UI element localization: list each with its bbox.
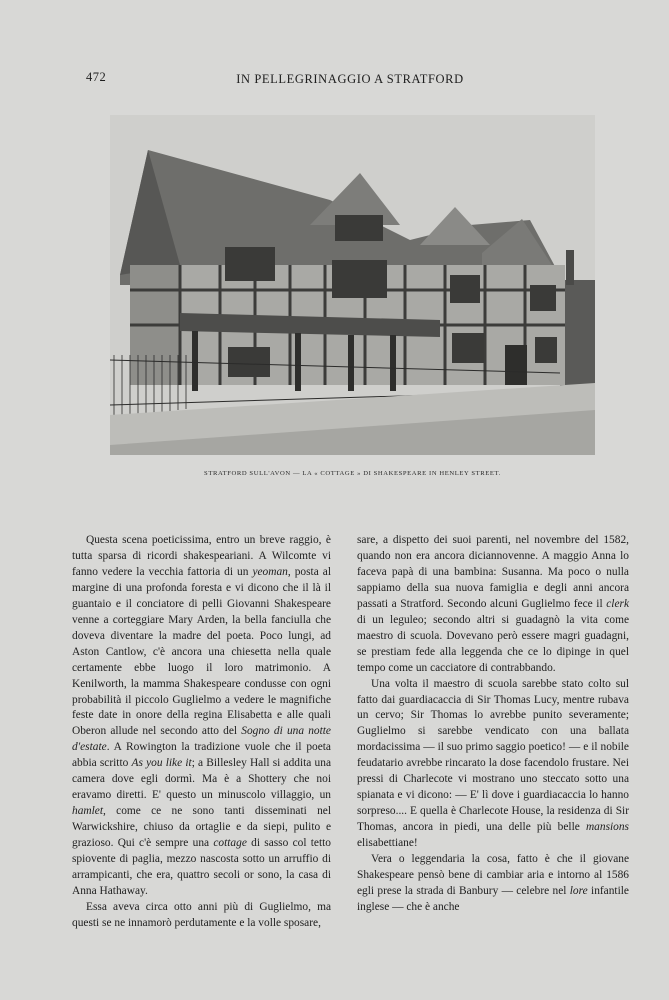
text-run: di un leguleo; secondo altri si guadagnò la vita come maestro di scuola. Dovevano però essere magri guadagni, se prestiam fede alla leggenda che ce lo dipinge in quel tempo come un cacciatore di contrabbando.: [357, 613, 629, 674]
italic-text: lore: [569, 884, 588, 897]
text-run: , posta al margine di una profonda foresta e vi dicono che il là il guantaio e il conciatore di pelli Giovanni Shakespeare venne a corteggiare Mary Arden, la bella fanciulla che doveva diventare la madre del poeta. Poco lungi, ad Aston Cantlow, c'è ancora una chiesetta nella quale certamente ebbe luogo il loro matrimonio. A Kenilworth, la mamma Shakespeare condusse con ogni probabilità il piccolo Guglielmo a vedere le magnifiche feste date in onore della regina Elisabetta e alle quali Oberon allude nel secondo atto del: [72, 565, 331, 738]
left-column: [72, 533, 331, 932]
paragraph: [357, 677, 629, 852]
text-run: di sasso col tetto spiovente di paglia, mezzo nascosta sotto un arruffio di arrampicanti, che era, quattro secoli or sono, la casa di Anna Hathaway.: [72, 837, 331, 897]
italic-text: hamlet: [72, 805, 104, 818]
italic-text: Sogno di una notte d'estate: [72, 725, 331, 754]
text-run: sare, a dispetto dei suoi parenti, nel novembre del 1582, quando non era ancora diciannovenne. A maggio Anna lo faceva papà di una bambina: Susanna. Ma poco o nulla sappiamo della sua nuova famiglia e degli anni ancora passati a Stratford. Secondo alcuni Guglielmo fece il: [357, 534, 629, 610]
paragraph: [357, 533, 629, 677]
paragraph: [72, 900, 331, 932]
text-run: Essa aveva circa otto anni più di Guglielmo, ma questi se ne innamorò perdutamente e la volle sposare,: [72, 900, 331, 929]
italic-text: clerk: [606, 597, 629, 610]
text-run: Vera o leggendaria la cosa, fatto è che il giovane Shakespeare pensò bene di cambiar aria e intorno al 1586 egli prese la strada di Banbury — celebre nel: [357, 853, 629, 897]
italic-text: As you like it: [131, 757, 192, 770]
italic-text: mansions: [585, 821, 629, 834]
right-column: [357, 533, 629, 916]
italic-text: yeoman: [252, 565, 288, 578]
text-run: . A Rowington la tradizione vuole che il poeta abbia scritto: [72, 741, 331, 770]
text-run: ; a Billesley Hall si addita una camera dove egli dormì. Ma è a Shottery che noi eravamo diretti. E' questo un minuscolo villaggio, un: [72, 757, 331, 802]
paragraph: [72, 533, 331, 900]
text-run: infantile inglese — che è anche: [357, 884, 629, 913]
text-run: Una volta il maestro di scuola sarebbe stato colto sul fatto dai guardiacaccia di Sir Thomas Lucy, mentre rubava un cervo; Sir Thomas lo avrebbe punito severamente; Guglielmo si sarebbe vendicato con una ballata mordacissima — il suo primo saggio poetico! — e il nobile feudatario avrebbe rincarato la dose facendolo frustare. Nei pressi di Charlecote vi mostrano uno steccato sotto una spianata e vi dicono: — E' lì dove i guardiacaccia lo hanno sorpreso.... E quella è Charlecote House, la residenza di Sir Thomas, ancora in piedi, una delle più belle: [357, 677, 629, 834]
text-run: Questa scena poeticissima, entro un breve raggio, è tutta sparsa di ricordi shakespeariani. A Wilcomte vi fanno vedere la vecchia fattoria di un: [72, 534, 331, 578]
page-number: 472: [86, 70, 107, 84]
running-head: IN PELLEGRINAGGIO A STRATFORD: [236, 72, 464, 86]
paragraph: [357, 852, 629, 916]
figure-caption: STRATFORD SULL'AVON — LA « COTTAGE » DI SHAKESPEARE IN HENLEY STREET.: [204, 470, 501, 477]
text-run: elisabettiane!: [357, 837, 418, 850]
photo-shakespeare-cottage: [110, 115, 595, 455]
italic-text: cottage: [213, 837, 247, 850]
text-run: , come ce ne sono tanti disseminati nel Warwickshire, chiuso da ortaglie e da siepi, pulito e grazioso. Qui c'è sempre una: [72, 805, 331, 850]
